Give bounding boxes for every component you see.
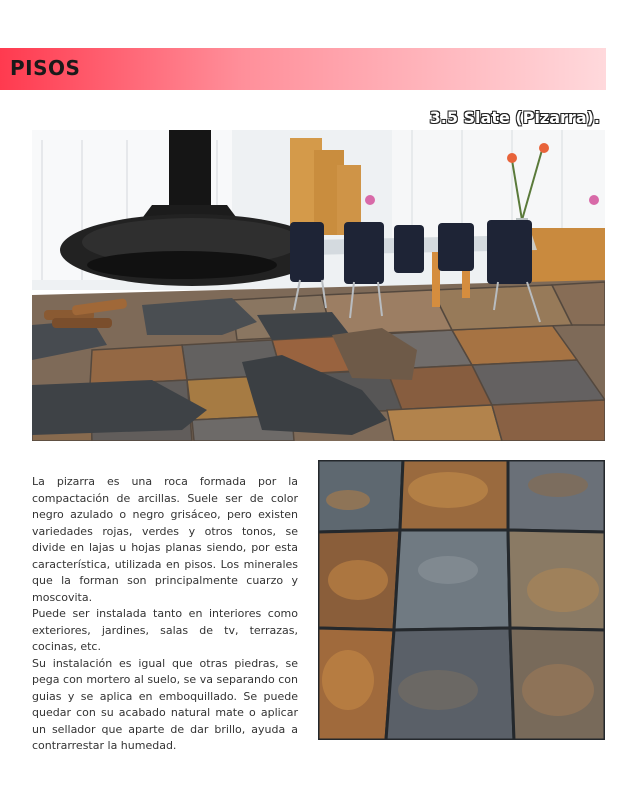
section-title: PISOS xyxy=(10,56,81,80)
paragraph-installation: Su instalación es igual que otras piedras, se pega con mortero al suelo, se va separando con guias y se aplica en emboquillado. Se puede quedar con su acabado natural mate o aplicar un sellador que aparte de dar brillo, ayuda a contrarrestar la humedad. xyxy=(32,656,298,752)
slate-tiles-photo xyxy=(318,460,605,740)
section-banner xyxy=(0,48,606,90)
paragraph-uses: Puede ser instalada tanto en interiores como exteriores, jardines, salas de tv, terrazas, cocinas, etc. xyxy=(32,607,298,653)
room-photo xyxy=(32,130,605,441)
paragraph-description: La pizarra es una roca formada por la compactación de arcillas. Suele ser de color negro azulado o negro grisáceo, pero existen variedades rojas, verdes y otros tonos, se divide en lajas u hojas planas siendo, por esta característica, utilizada en pisos. Los minerales que la forman son principalmente cuarzo y moscovita. xyxy=(32,475,298,604)
body-text xyxy=(32,474,298,755)
page-subtitle: 3.5 Slate (Pizarra). xyxy=(429,108,600,127)
